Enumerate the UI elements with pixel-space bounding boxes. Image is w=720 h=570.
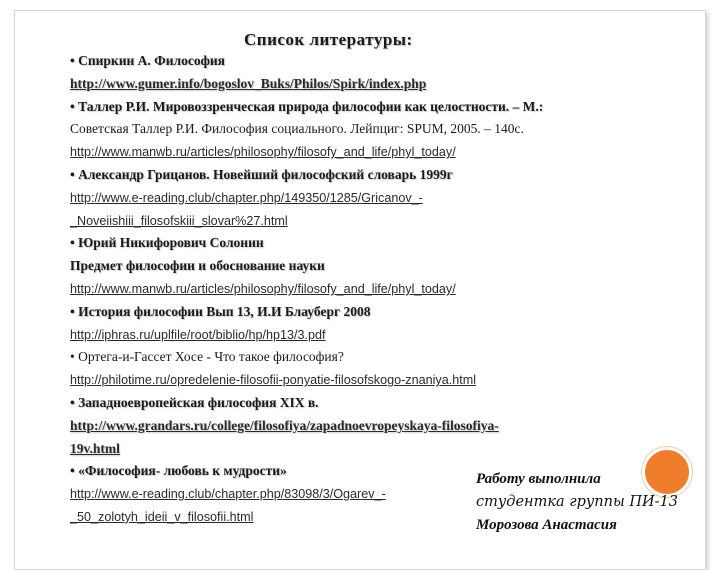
page-title: Список литературы: [244, 30, 413, 49]
link-philotime[interactable]: http://philotime.ru/opredelenie-filosofii-ponyatie-filosofskogo-znaniya.html [70, 373, 477, 388]
link-ereading-2-cont[interactable]: _50_zolotyh_ideii_v_filosofii.html [70, 509, 254, 524]
entry-spirkin: • Спиркин А. Философия [70, 53, 225, 68]
entry-love-wisdom: • «Философия- любовь к мудрости» [70, 463, 287, 479]
signature-line-1: Работу выполнила [476, 471, 601, 487]
signature-line-2: студентка группы ПИ-13 [476, 494, 679, 510]
entry-western: • Западноевропейская философия XIX в. [70, 394, 319, 410]
entry-solonin: • Юрий Никифорович Солонин [70, 235, 264, 251]
entry-solonin-title: Предмет философии и обоснование науки [70, 258, 325, 274]
link-ereading-1[interactable]: http://www.e-reading.club/chapter.php/149350/1285/Gricanov_- [70, 190, 423, 205]
link-ereading-2[interactable]: http://www.e-reading.club/chapter.php/83098/3/Ogarev_- [70, 487, 386, 502]
link-ereading-1-cont[interactable]: _Noveiishiii_filosofskiii_slovar%27.html [70, 213, 288, 228]
link-manwb-2[interactable]: http://www.manwb.ru/articles/philosophy/filosofy_and_life/phyl_today/ [70, 281, 456, 296]
entry-ortega: • Ортега-и-Гассет Хосе - Что такое философия? [70, 349, 344, 365]
entry-gricanov: • Александр Грицанов. Новейший философский словарь 1999г [70, 166, 453, 182]
link-grandars-cont[interactable]: 19v.html [70, 440, 120, 456]
entry-history: • История философии Вып 13, И.И Блауберг 2008 [70, 303, 371, 319]
link-manwb-1[interactable]: http://www.manwb.ru/articles/philosophy/filosofy_and_life/phyl_today/ [70, 145, 456, 160]
link-grandars[interactable]: http://www.grandars.ru/college/filosofiya/zapadnoevropeyskaya-filosofiya- [70, 417, 499, 433]
author-signature [476, 468, 678, 537]
link-gumer[interactable]: http://www.gumer.info/bogoslov_Buks/Philos/Spirk/index.php [70, 75, 427, 91]
bibliography-list [70, 50, 655, 529]
entry-taller: • Таллер Р.И. Мировоззренческая природа философии как целостности. – М.: [70, 98, 544, 114]
signature-line-3: Морозова Анастасия [476, 517, 617, 533]
link-iphras[interactable]: http://iphras.ru/uplfile/root/biblio/hp/hp13/3.pdf [70, 327, 326, 342]
entry-taller-cont: Советская Таллер Р.И. Философия социального. Лейпциг: SPUM, 2005. – 140с. [70, 121, 524, 137]
